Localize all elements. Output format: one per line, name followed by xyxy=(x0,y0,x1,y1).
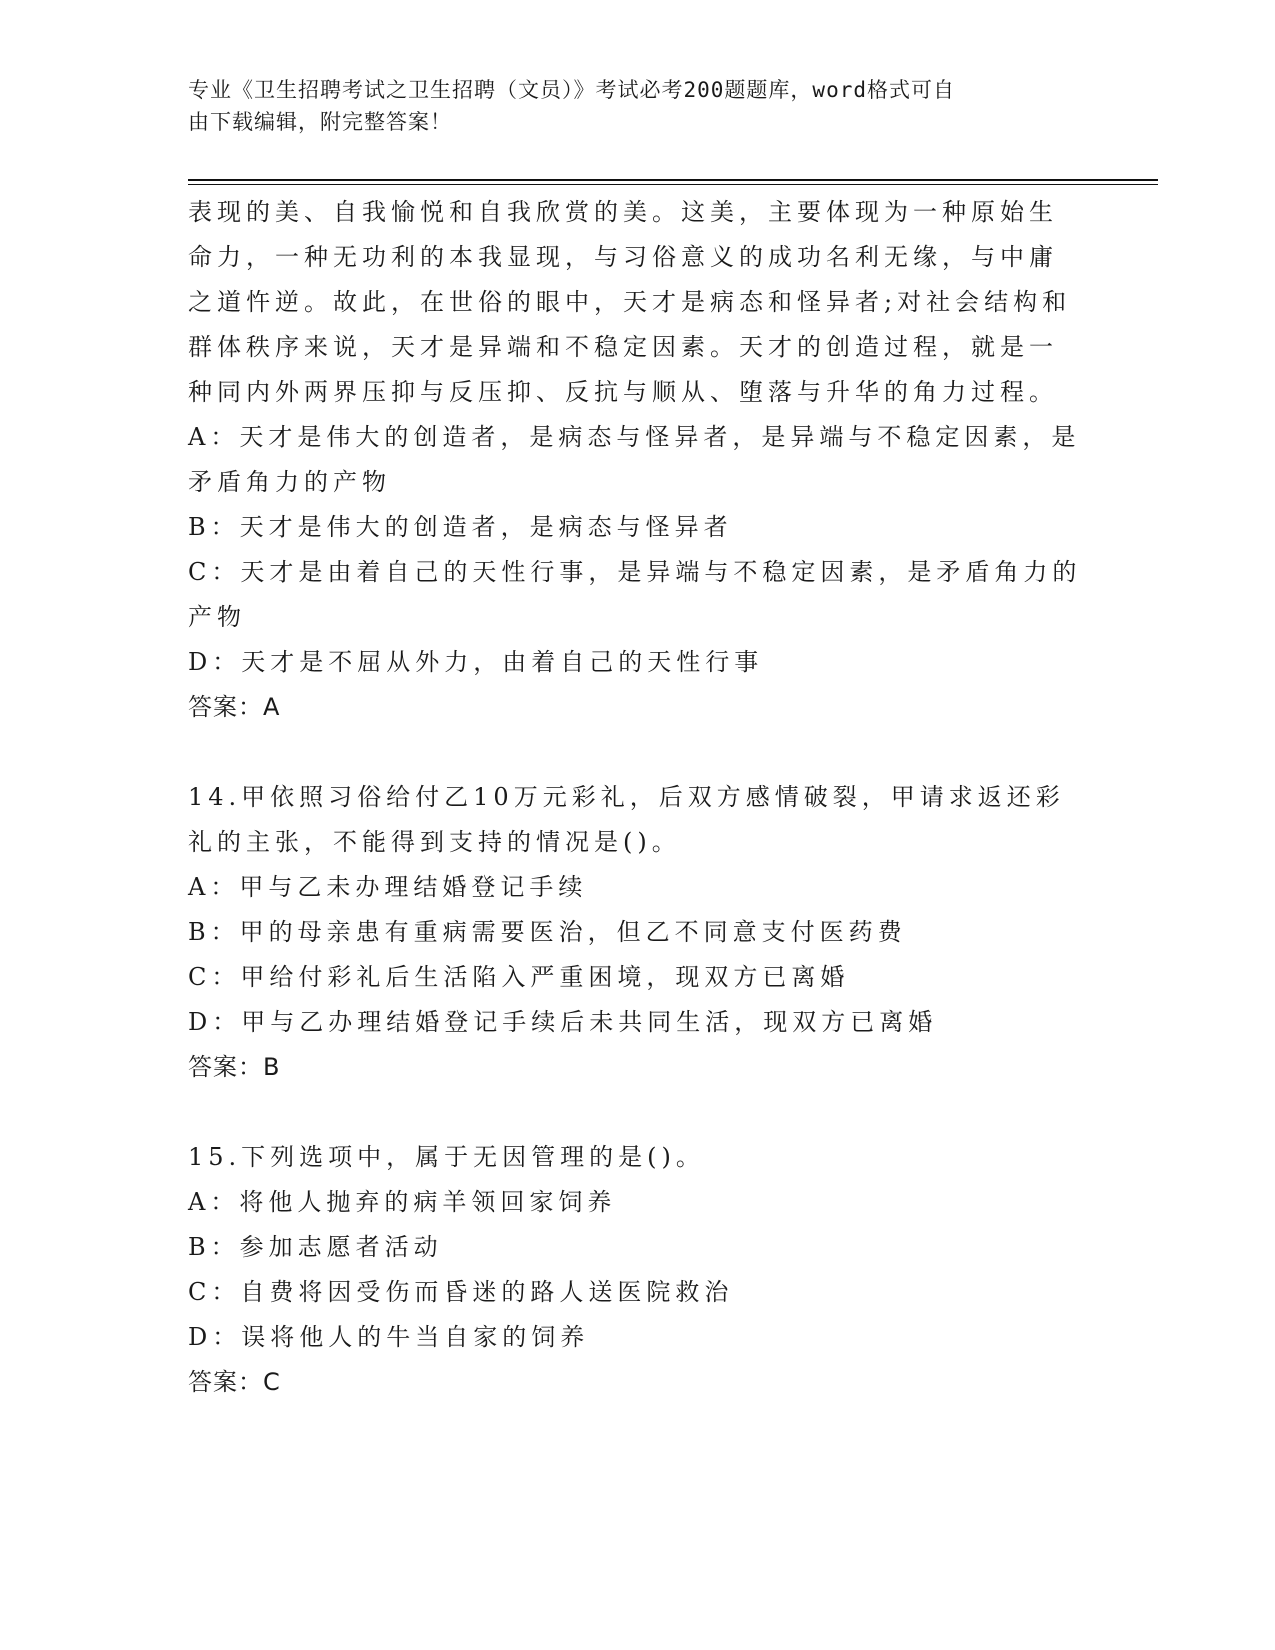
answer: 答案：C xyxy=(188,1368,281,1396)
question-14 xyxy=(188,775,1088,1090)
option-b: B：甲的母亲患有重病需要医治，但乙不同意支付医药费 xyxy=(188,918,907,946)
passage-line: 群体秩序来说，天才是异端和不稳定因素。天才的创造过程，就是一 xyxy=(188,333,1058,361)
spacer xyxy=(188,1090,1088,1135)
option-d: D：天才是不屈从外力，由着自己的天性行事 xyxy=(188,648,764,676)
spacer xyxy=(188,730,1088,775)
option-b: B：参加志愿者活动 xyxy=(188,1233,443,1261)
question-stem: 14.甲依照习俗给付乙10万元彩礼，后双方感情破裂，甲请求返还彩 xyxy=(188,783,1065,811)
passage-line: 表现的美、自我愉悦和自我欣赏的美。这美，主要体现为一种原始生 xyxy=(188,198,1058,226)
option-d: D：误将他人的牛当自家的饲养 xyxy=(188,1323,590,1351)
header-divider-thick xyxy=(188,179,1158,181)
answer: 答案：A xyxy=(188,693,281,721)
passage-line: 命力，一种无功利的本我显现，与习俗意义的成功名利无缘，与中庸 xyxy=(188,243,1058,271)
option-c: C：甲给付彩礼后生活陷入严重困境，现双方已离婚 xyxy=(188,963,850,991)
question-13 xyxy=(188,190,1088,730)
header-divider-thin xyxy=(188,184,1158,185)
option-a: A：甲与乙未办理结婚登记手续 xyxy=(188,873,588,901)
question-content xyxy=(188,190,1088,1405)
option-c: C：天才是由着自己的天性行事，是异端与不稳定因素，是矛盾角力的 xyxy=(188,558,1082,586)
question-stem-continued: 礼的主张，不能得到支持的情况是()。 xyxy=(188,828,681,856)
option-a: A：将他人抛弃的病羊领回家饲养 xyxy=(188,1188,617,1216)
option-a: A：天才是伟大的创造者，是病态与怪异者，是异端与不稳定因素，是 xyxy=(188,423,1081,451)
option-d: D：甲与乙办理结婚登记手续后未共同生活，现双方已离婚 xyxy=(188,1008,938,1036)
option-c-continued: 产物 xyxy=(188,603,246,631)
header-title-line-2: 由下载编辑，附完整答案！ xyxy=(188,110,452,134)
option-b: B：天才是伟大的创造者，是病态与怪异者 xyxy=(188,513,733,541)
passage-line: 之道忤逆。故此，在世俗的眼中，天才是病态和怪异者;对社会结构和 xyxy=(188,288,1072,316)
question-stem: 15.下列选项中，属于无因管理的是()。 xyxy=(188,1143,705,1171)
header-title-line-1: 专业《卫生招聘考试之卫生招聘（文员）》考试必考200题题库，word格式可自 xyxy=(188,78,955,102)
passage-line: 种同内外两界压抑与反压抑、反抗与顺从、堕落与升华的角力过程。 xyxy=(188,378,1058,406)
option-a-continued: 矛盾角力的产物 xyxy=(188,468,391,496)
answer: 答案：B xyxy=(188,1053,281,1081)
question-15 xyxy=(188,1135,1088,1405)
page-header xyxy=(188,74,1068,138)
option-c: C：自费将因受伤而昏迷的路人送医院救治 xyxy=(188,1278,734,1306)
